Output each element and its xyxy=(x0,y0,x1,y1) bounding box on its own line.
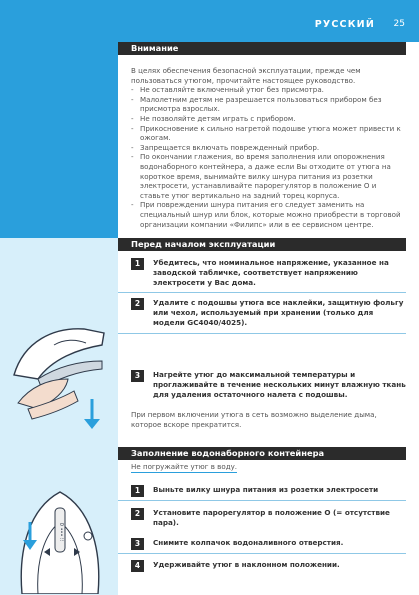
warning-block xyxy=(131,66,401,229)
step-text: Выньте вилку шнура питания из розетки электросети xyxy=(153,485,379,494)
iron-steam-control-illustration xyxy=(8,478,112,594)
warning-item: - Прикосновение к сильно нагретой подошве утюга может привести к ожогам. xyxy=(131,124,401,143)
step-number: 2 xyxy=(131,508,144,520)
filling-step-3 xyxy=(131,538,406,548)
divider xyxy=(118,333,406,334)
filling-step-2 xyxy=(131,508,406,528)
warning-item: - По окончании глажения, во время заполнения или опорожнения водонаборного контейнера, а даже если Вы отходите от утюга на короткое время, вынимайте вилку шнура питания из розетки электросети, устанавливайте парорегулятор в положение O и ставьте утюг вертикально на задний торец корпуса. xyxy=(131,152,401,200)
section-title-warning: Внимание xyxy=(118,42,406,55)
top-band xyxy=(0,0,419,42)
warning-item: - Запрещается включать поврежденный прибор. xyxy=(131,143,401,153)
step-number: 1 xyxy=(131,485,144,497)
step-number: 4 xyxy=(131,560,144,572)
warning-item: - Малолетним детям не разрешается пользоваться прибором без присмотра взрослых. xyxy=(131,95,401,114)
warning-item: - Не позволяйте детям играть с прибором. xyxy=(131,114,401,124)
steam-control-label: 0 ••• ⁝⁝ xyxy=(58,522,64,542)
warning-item: - Не оставляйте включенный утюг без присмотра. xyxy=(131,85,401,95)
step-text: Убедитесь, что номинальное напряжение, указанное на заводской табличке, соответствует напряжению электросети у Вас дома. xyxy=(153,258,389,287)
divider xyxy=(118,553,406,554)
step-text: Нагрейте утюг до максимальной температуры и проглаживайте в течение нескольких минут влажную ткань для удаления остаточного налета с подошвы. xyxy=(153,370,406,399)
section-title-before-use: Перед началом эксплуатации xyxy=(118,238,406,251)
step-text: Удалите с подошвы утюга все наклейки, защитную фольгу или чехол, используемый при хранении (только для модели GC4040/4025). xyxy=(153,298,404,327)
step-text: Удерживайте утюг в наклонном положении. xyxy=(153,560,340,569)
left-accent-band xyxy=(0,42,118,238)
step-text: Снимите колпачок водоналивного отверстия. xyxy=(153,538,344,547)
warning-intro: В целях обеспечения безопасной эксплуатации, прежде чем пользоваться утюгом, прочитайте настоящее руководство. xyxy=(131,66,361,85)
step-number: 3 xyxy=(131,538,144,550)
warning-list xyxy=(131,85,401,229)
before-note: При первом включении утюга в сеть возможно выделение дыма, которое вскоре прекратится. xyxy=(131,410,377,429)
step-number: 3 xyxy=(131,370,144,382)
page-number: 25 xyxy=(393,19,405,29)
language-label: РУССКИЙ xyxy=(314,19,375,30)
step-text: Установите парорегулятор в положение O (= отсутствие пара). xyxy=(153,508,390,527)
step-number: 2 xyxy=(131,298,144,310)
before-step-2 xyxy=(131,298,406,328)
filling-step-1 xyxy=(131,485,406,495)
step-number: 1 xyxy=(131,258,144,270)
before-step-1 xyxy=(131,258,406,288)
divider xyxy=(118,292,406,293)
section-title-filling: Заполнение водонаборного контейнера xyxy=(118,447,406,460)
iron-sticker-removal-illustration xyxy=(8,305,112,445)
filling-warning: Не погружайте утюг в воду. xyxy=(131,462,238,471)
filling-step-4 xyxy=(131,560,406,570)
before-step-3 xyxy=(131,370,406,400)
warning-item: - При повреждении шнура питания его следует заменить на специальный шнур или блок, которые можно приобрести в торговой организации компании «Филипс» или в ее сервисном центре. xyxy=(131,200,401,229)
divider xyxy=(118,500,406,501)
